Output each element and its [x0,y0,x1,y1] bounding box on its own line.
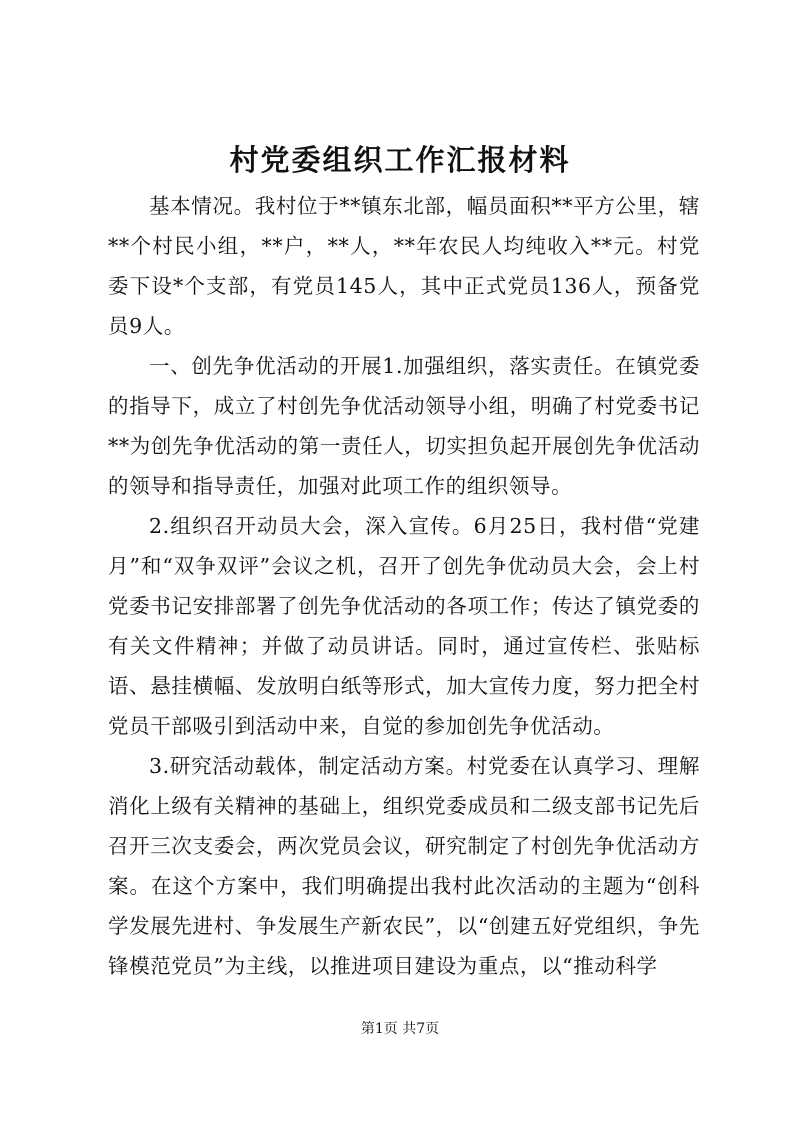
paragraph-basic-info: 基本情况。我村位于**镇东北部，幅员面积**平方公里，辖**个村民小组，**户，**人，**年农民人均纯收入**元。村党委下设*个支部，有党员145人，其中正式党员136人，预备党员9人。 [108,194,700,338]
document-body [108,186,700,986]
paragraph-item-two: 2.组织召开动员大会，深入宣传。6月25日，我村借“党建月”和“双争双评”会议之机，召开了创先争优动员大会，会上村党委书记安排部署了创先争优活动的各项工作；传达了镇党委的有关文件精神；并做了动员讲话。同时，通过宣传栏、张贴标语、悬挂横幅、发放明白纸等形式，加大宣传力度，努力把全村党员干部吸引到活动中来，自觉的参加创先争优活动。 [108,514,700,738]
paragraph-item-three: 3.研究活动载体，制定活动方案。村党委在认真学习、理解消化上级有关精神的基础上，组织党委成员和二级支部书记先后召开三次支委会，两次党员会议，研究制定了村创先争优活动方案。在这个方案中，我们明确提出我村此次活动的主题为“创科学发展先进村、争发展生产新农民”，以“创建五好党组织，争先锋模范党员”为主线，以推进项目建设为重点，以“推动科学 [108,754,700,978]
page-footer: 第1页 共7页 [360,1021,440,1037]
paragraph-section-one: 一、创先争优活动的开展1.加强组织，落实责任。在镇党委的指导下，成立了村创先争优活动领导小组，明确了村党委书记**为创先争优活动的第一责任人，切实担负起开展创先争优活动的领导和指导责任，加强对此项工作的组织领导。 [108,354,700,498]
document-title: 村党委组织工作汇报材料 [229,143,571,177]
